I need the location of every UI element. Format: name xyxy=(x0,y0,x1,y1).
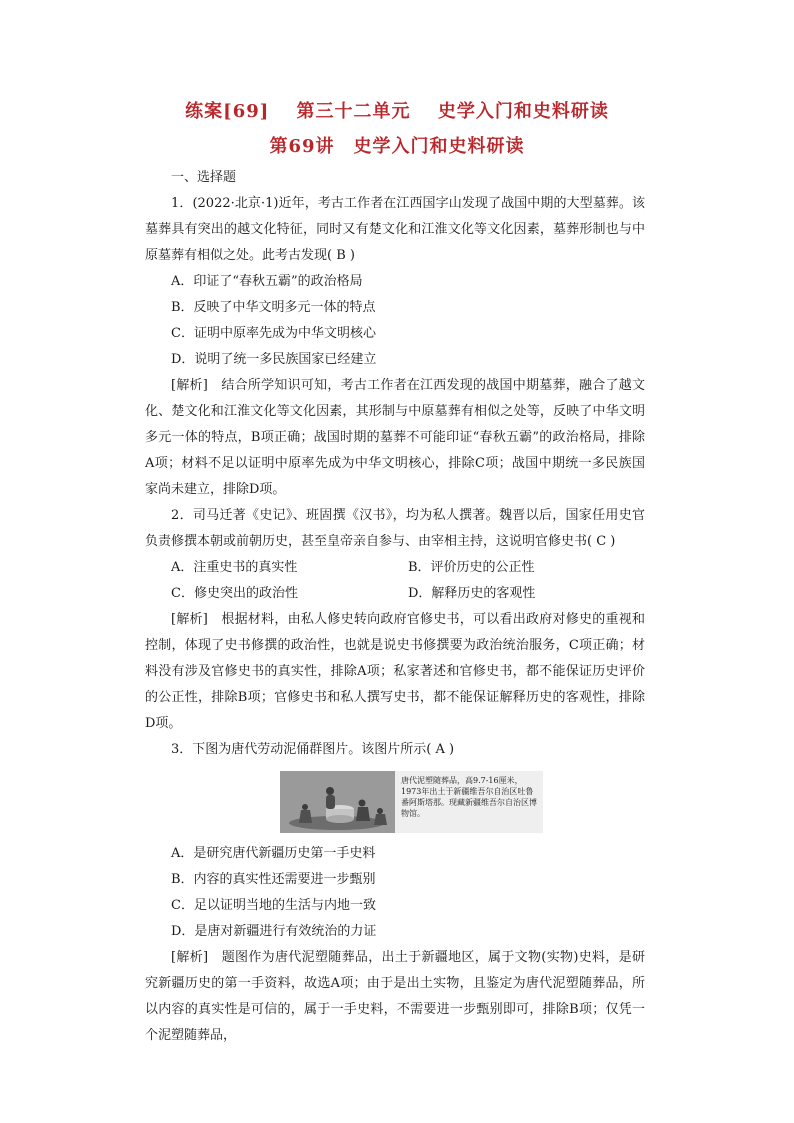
question-1-option-d: D．说明了统一多民族国家已经建立 xyxy=(171,352,377,367)
question-1-stem: 1．(2022·北京·1)近年，考古工作者在江西国字山发现了战国中期的大型墓葬。该墓葬具有突出的越文化特征，同时又有楚文化和江淮文化等文化因素，墓葬形制也与中原墓葬有相似之处。此考古发现( B ) xyxy=(145,196,645,263)
question-3-analysis xyxy=(145,945,645,1049)
page-title xyxy=(0,97,794,123)
document-body xyxy=(145,165,645,1049)
question-3-option-d: D．是唐对新疆进行有效统治的力证 xyxy=(171,924,377,939)
analysis-text: 结合所学知识可知，考古工作者在江西发现的战国中期墓葬，融合了越文化、楚文化和江淮文化等文化因素，其形制与中原墓葬有相似之处等，反映了中华文明多元一体的特点，B项正确；战国时期的墓葬不可能印证“春秋五霸”的政治格局，排除A项；材料不足以证明中原率先成为中华文明核心，排除C项；战国中期统一多民族国家尚未建立，排除D项。 xyxy=(145,378,645,497)
question-2-option-a: A．注重史书的真实性 xyxy=(171,560,298,575)
analysis-tag: [解析] xyxy=(171,378,208,393)
question-2-options-row-1 xyxy=(145,555,645,581)
figure-caption: 唐代泥塑随葬品，高9.7-16厘米，1973年出土于新疆维吾尔自治区吐鲁番阿斯塔那。现藏新疆维吾尔自治区博物馆。 xyxy=(395,771,543,833)
analysis-tag: [解析] xyxy=(171,950,209,965)
title-part-3: 史学入门和史料研读 xyxy=(437,101,609,122)
analysis-text: 题图作为唐代泥塑随葬品，出土于新疆地区，属于文物(实物)史料，是研究新疆历史的第一手资料，故选A项；由于是出土实物，且鉴定为唐代泥塑随葬品，所以内容的真实性是可信的，属于一手史料，不需要进一步甄别即可，排除B项；仅凭一个泥塑随葬品， xyxy=(145,950,645,1043)
question-1-option-b: B．反映了中华文明多元一体的特点 xyxy=(171,300,376,315)
analysis-text: 根据材料，由私人修史转向政府官修史书，可以看出政府对修史的重视和控制，体现了史书修撰的政治性，也就是说史书修撰要为政治统治服务，C项正确；材料没有涉及官修史书的真实性，排除A项；私家著述和官修史书，都不能保证历史评价的公正性，排除B项；官修史书和私人撰写史书，都不能保证解释历史的客观性，排除D项。 xyxy=(145,612,645,731)
question-2-analysis xyxy=(145,607,645,737)
question-3-stem: 3．下图为唐代劳动泥俑群图片。该图片所示( A ) xyxy=(171,742,455,757)
question-2-options-row-2 xyxy=(145,581,645,607)
question-1-option-c: C．证明中原率先成为中华文明核心 xyxy=(171,326,376,341)
title-part-1: 练案[69] xyxy=(185,101,270,122)
question-3-option-b: B．内容的真实性还需要进一步甄别 xyxy=(171,872,376,887)
page-subtitle: 第69讲 史学入门和史料研读 xyxy=(269,136,525,157)
question-3-option-a: A．是研究唐代新疆历史第一手史料 xyxy=(171,846,376,861)
question-1-option-a: A．印证了“春秋五霸”的政治格局 xyxy=(171,274,363,289)
figurines-illustration xyxy=(280,771,395,833)
question-3-option-c: C．足以证明当地的生活与内地一致 xyxy=(171,898,376,913)
clay-figurines-figure xyxy=(280,771,543,833)
question-2-option-d: D．解释历史的客观性 xyxy=(408,586,536,601)
section-label: 一、选择题 xyxy=(171,170,237,185)
clay-figurines-photo xyxy=(280,771,395,833)
title-part-2: 第三十二单元 xyxy=(296,101,411,122)
question-2-option-c: C．修史突出的政治性 xyxy=(171,586,298,601)
question-1-analysis xyxy=(145,373,645,503)
analysis-tag: [解析] xyxy=(171,612,208,627)
question-2-option-b: B．评价历史的公正性 xyxy=(408,560,535,575)
question-2-stem: 2．司马迁著《史记》、班固撰《汉书》，均为私人撰著。魏晋以后，国家任用史官负责修撰本朝或前朝历史，甚至皇帝亲自参与、由宰相主持，这说明官修史书( C ) xyxy=(145,508,645,549)
